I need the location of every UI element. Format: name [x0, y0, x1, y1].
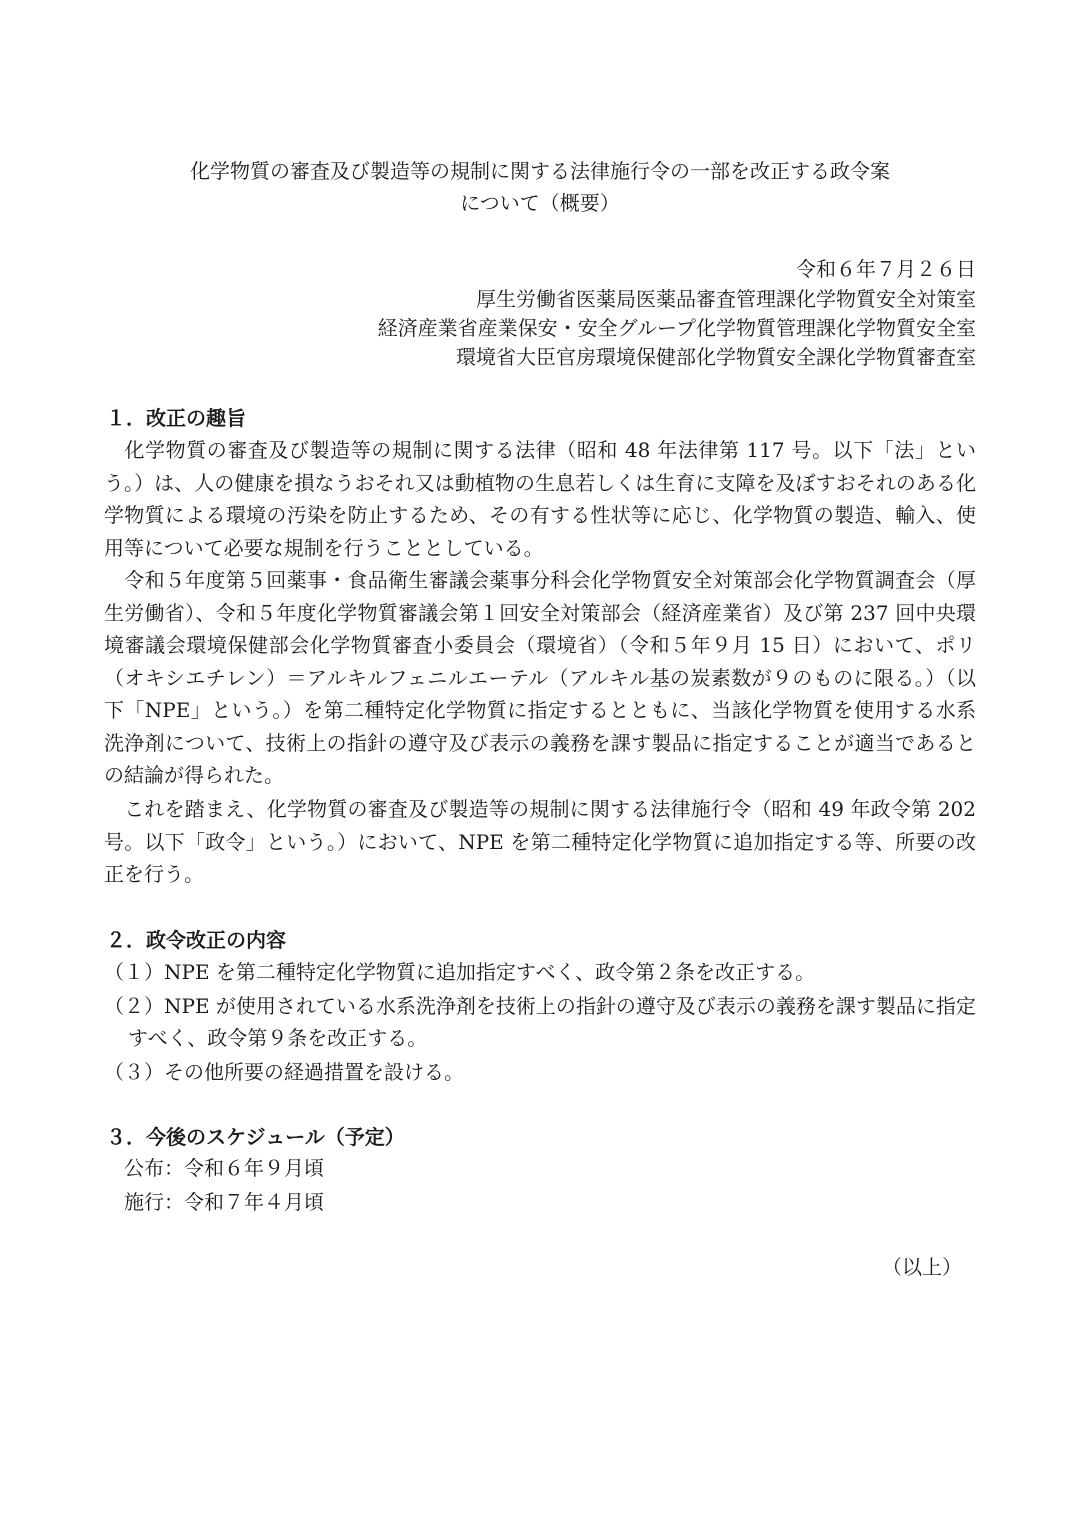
document-title-line-1: 化学物質の審査及び製造等の規制に関する法律施行令の一部を改正する政令案: [190, 159, 890, 183]
schedule-enforcement: 施行：令和７年４月頃: [124, 1190, 324, 1214]
section-1-paragraph-2-text: 令和５年度第５回薬事・食品衛生審議会薬事分科会化学物質安全対策部会化学物質調査会（厚生労働省）、令和５年度化学物質審議会第１回安全対策部会（経済産業省）及び第 237 回中央環境審議会環境保健部会化学物質審査小委員会（環境省）（令和５年９月 15 日）において、ポリ（オキシエチレン）＝アルキルフェニルエーテル（アルキル基の炭素数が９のものに限る。）（以下「NPE」という。）を第二種特定化学物質に指定するとともに、当該化学物質を使用する水系洗浄剤について、技術上の指針の遵守及び表示の義務を課す製品に指定することが適当であるとの結論が得られた。: [104, 568, 976, 787]
section-1-heading: １．改正の趣旨: [106, 406, 246, 430]
section-2-item-3: （３）その他所要の経過措置を設ける。: [104, 1060, 464, 1084]
document-date: 令和６年７月２６日: [796, 257, 976, 281]
closing-mark: （以上）: [882, 1255, 962, 1279]
issuer-moe: 環境省大臣官房環境保健部化学物質安全課化学物質審査室: [456, 345, 976, 369]
section-1-paragraph-1: [104, 434, 976, 564]
section-1-paragraph-1-text: 化学物質の審査及び製造等の規制に関する法律（昭和 48 年法律第 117 号。以下「法」という。）は、人の健康を損なうおそれ又は動植物の生息若しくは生育に支障を及ぼすおそれのある化学物質による環境の汚染を防止するため、その有する性状等に応じ、化学物質の製造、輸入、使用等について必要な規制を行うこととしている。: [104, 438, 976, 560]
section-2-heading: ２．政令改正の内容: [106, 928, 286, 952]
section-1-paragraph-3: [104, 793, 976, 891]
document-title-line-2: について（概要）: [460, 191, 620, 215]
section-3-heading: ３．今後のスケジュール（予定）: [106, 1125, 405, 1149]
issuer-meti: 経済産業省産業保安・安全グループ化学物質管理課化学物質安全室: [377, 316, 976, 340]
schedule-promulgation: 公布：令和６年９月頃: [124, 1156, 324, 1180]
section-1-paragraph-2: [104, 564, 976, 792]
section-1-paragraph-3-text: これを踏まえ、化学物質の審査及び製造等の規制に関する法律施行令（昭和 49 年政令第 202 号。以下「政令」という。）において、NPE を第二種特定化学物質に追加指定する等、所要の改正を行う。: [104, 797, 976, 886]
section-2-item-2: （２）NPE が使用されている水系洗浄剤を技術上の指針の遵守及び表示の義務を課す製品に指定すべく、政令第９条を改正する。: [104, 994, 976, 1050]
section-2-item-1: （１）NPE を第二種特定化学物質に追加指定すべく、政令第２条を改正する。: [104, 960, 816, 984]
issuer-mhlw: 厚生労働省医薬局医薬品審査管理課化学物質安全対策室: [476, 287, 976, 311]
